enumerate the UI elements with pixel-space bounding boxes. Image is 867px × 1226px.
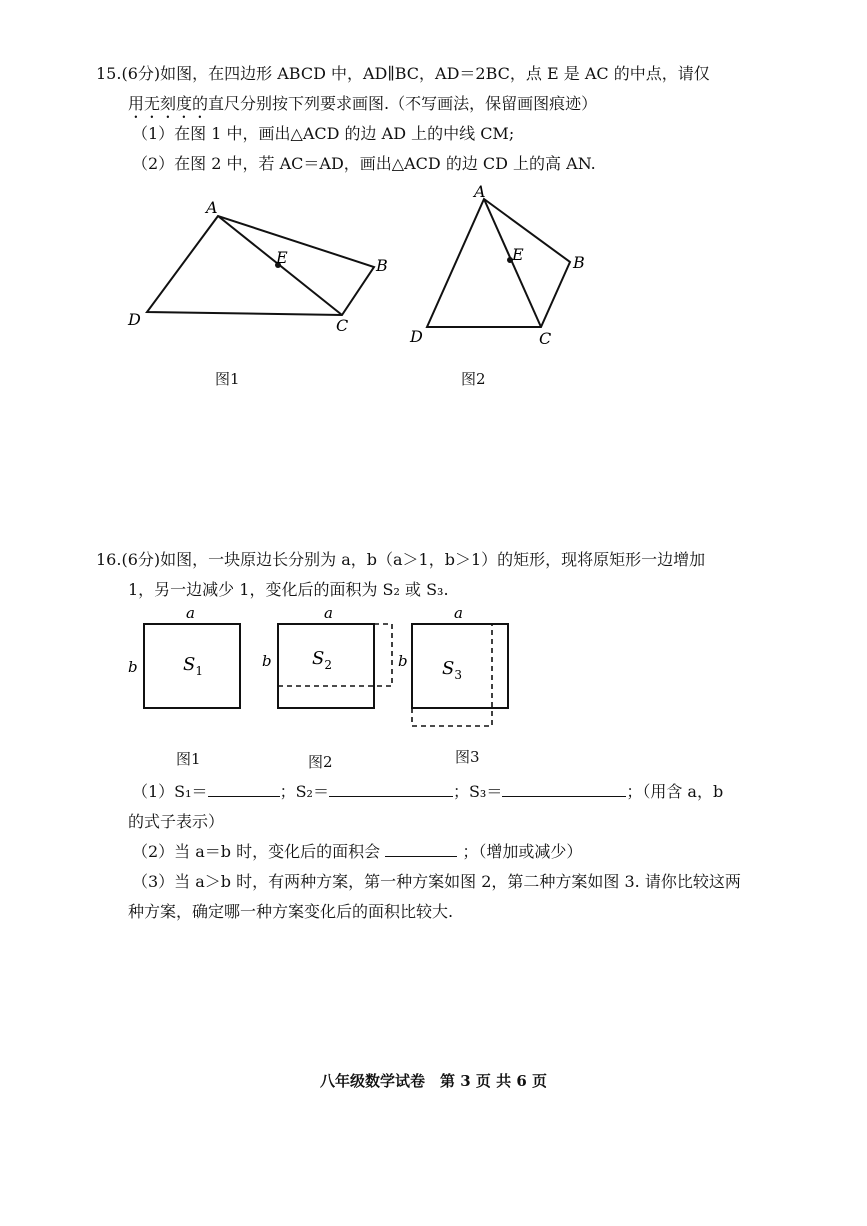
q16-part3-line1: （3）当 a＞b 时，有两种方案，第一种方案如图 2，第二种方案如图 3. 请你比较这两 bbox=[132, 872, 741, 891]
q16-score: (6分) bbox=[121, 550, 161, 569]
label-c: C bbox=[539, 329, 552, 348]
label-b: B bbox=[376, 256, 388, 275]
q15-part2: （2）在图 2 中，若 AC＝AD，画出△ACD 的边 CD 上的高 AN. bbox=[132, 154, 596, 173]
label-d: D bbox=[410, 327, 423, 346]
q15-part1: （1）在图 1 中，画出△ACD 的边 AD 上的中线 CM; bbox=[132, 124, 515, 143]
s3-answer-blank[interactable] bbox=[502, 782, 626, 797]
quadrilateral-abcd bbox=[427, 199, 570, 327]
q16-part1 bbox=[132, 782, 723, 802]
s2-answer-blank[interactable] bbox=[329, 782, 453, 797]
q16-stem-1: 如图，一块原边长分别为 a，b（a＞1，b＞1）的矩形，现将原矩形一边增加 bbox=[160, 550, 706, 569]
quadrilateral-abcd bbox=[147, 216, 374, 315]
q16-number: 16. bbox=[96, 550, 122, 569]
part2-tail: ；（增加或减少） bbox=[462, 842, 583, 861]
q15-figure1 bbox=[120, 195, 410, 345]
rect-original bbox=[412, 624, 508, 708]
label-e: E bbox=[512, 245, 524, 264]
q16-figure1 bbox=[128, 604, 240, 708]
q15-figure2 bbox=[400, 178, 600, 353]
q16-fig1-caption: 图1 bbox=[176, 750, 201, 768]
s1-label: （1）S₁＝ bbox=[132, 782, 208, 801]
label-d: D bbox=[128, 310, 141, 329]
label-b: B bbox=[573, 253, 585, 272]
label-b: b bbox=[128, 658, 138, 676]
q16-line1 bbox=[96, 550, 705, 570]
label-a: A bbox=[206, 198, 218, 217]
q15-stem-1: 如图，在四边形 ABCD 中，AD∥BC，AD＝2BC，点 E 是 AC 的中点，请仅 bbox=[160, 64, 710, 83]
label-c: C bbox=[336, 316, 349, 335]
q15-stem-2: 直尺分别按下列要求画图.（不写画法，保留画图痕迹） bbox=[208, 94, 598, 113]
s2-label: ；S₂＝ bbox=[279, 782, 329, 801]
label-a: A bbox=[474, 182, 486, 201]
q15-line2 bbox=[128, 94, 597, 122]
q15-fig1-caption: 图1 bbox=[215, 370, 240, 388]
s3-label: ；S₃＝ bbox=[452, 782, 503, 801]
q15-number: 15. bbox=[96, 64, 122, 83]
label-a: a bbox=[324, 604, 333, 622]
q15-emphasis: 用无刻度的 bbox=[128, 94, 209, 113]
q16-part3-line2: 种方案，确定哪一种方案变化后的面积比较大. bbox=[128, 902, 454, 921]
part2-answer-blank[interactable] bbox=[385, 842, 457, 857]
q16-fig3-caption: 图3 bbox=[455, 748, 480, 766]
q16-figures bbox=[120, 600, 540, 740]
page-footer: 八年级数学试卷 第 3 页 共 6 页 bbox=[320, 1072, 547, 1090]
q15-fig2-caption: 图2 bbox=[461, 370, 486, 388]
part1-tail: ；（用含 a，b bbox=[626, 782, 724, 801]
label-s3: $S_3$ bbox=[442, 658, 462, 682]
q16-part1-line2: 的式子表示） bbox=[128, 812, 225, 831]
q16-fig2-caption: 图2 bbox=[308, 753, 333, 771]
label-a: a bbox=[454, 604, 463, 622]
label-e: E bbox=[276, 248, 288, 267]
q16-part2 bbox=[132, 842, 582, 862]
q16-line2: 1，另一边减少 1，变化后的面积为 S₂ 或 S₃. bbox=[128, 580, 449, 599]
label-b: b bbox=[398, 652, 408, 670]
label-a: a bbox=[186, 604, 195, 622]
q15-line1 bbox=[96, 64, 710, 84]
q15-score: (6分) bbox=[121, 64, 161, 83]
part2-head: （2）当 a＝b 时，变化后的面积会 bbox=[132, 842, 381, 861]
label-b: b bbox=[262, 652, 272, 670]
s1-answer-blank[interactable] bbox=[208, 782, 280, 797]
label-s2: $S_2$ bbox=[312, 648, 332, 672]
q16-figure3 bbox=[398, 604, 508, 726]
q16-figure2 bbox=[262, 604, 392, 708]
label-s1: $S_1$ bbox=[183, 654, 203, 678]
